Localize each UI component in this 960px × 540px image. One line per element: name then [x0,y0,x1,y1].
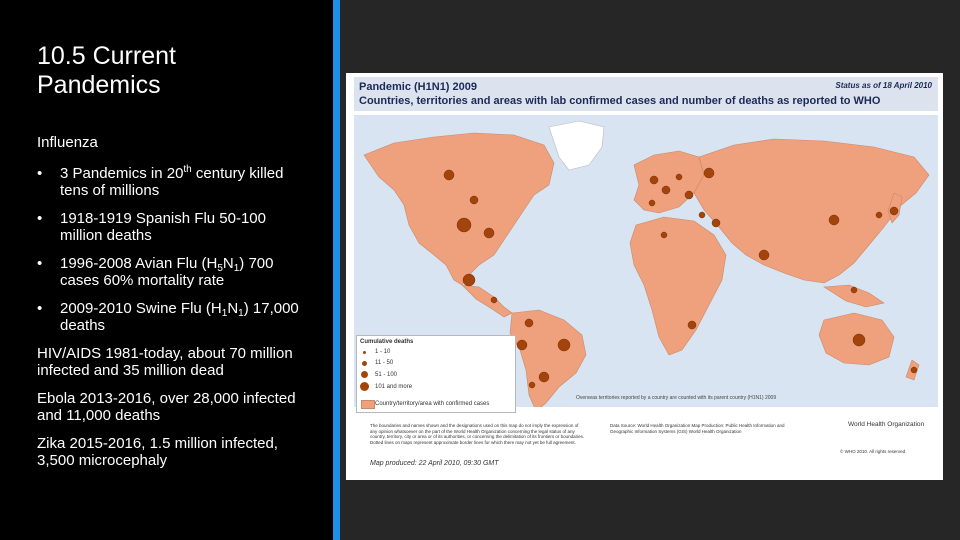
legend-dot-large [361,371,368,378]
bullet-item: • 3 Pandemics in 20th century killed tens of millions [37,164,284,199]
paragraph-zika: Zika 2015-2016, 1.5 million infected, 3,500 microcephaly [37,435,278,469]
marker-mexico [463,274,475,286]
marker-gulf [712,219,720,227]
marker-canada-east [470,196,478,204]
map-title-bar [354,77,938,111]
marker-russia-west [704,168,714,178]
marker-peru [517,340,527,350]
slide-title: 10.5 Current Pandemics [37,42,176,99]
paragraph-ebola: Ebola 2013-2016, over 28,000 infected and 11,000 deaths [37,390,296,424]
map-footer [370,421,930,477]
bullet-item: • 1996-2008 Avian Flu $(H_5N_1)$ 700 cases 60% mortality rate [37,255,274,289]
legend-item-4: 101 and more [375,384,413,390]
marker-uk [650,176,658,184]
bullet-glyph: • [37,210,43,227]
marker-china [829,215,839,225]
marker-japan [890,207,898,215]
map-status: Status as of 18 April 2010 [835,81,932,90]
legend-dot-medium [362,361,367,366]
marker-europe-north [676,174,682,180]
legend-item-3: 51 - 100 [375,372,398,378]
marker-brazil [558,339,570,351]
marker-colombia [525,319,533,327]
legend-item-2: 11 - 50 [375,360,394,366]
bullet-glyph: • [37,165,43,182]
map-title: Pandemic (H1N1) 2009 [359,81,477,93]
accent-divider [333,0,340,540]
marker-spain [649,200,655,206]
footer-disclaimer: The boundaries and names shown and the designations used on this map do not imply the expression of any opinion whatsoever on the part of the World Health Organization concerning the legal status of any country, territory, city or area or of its authorities, or concerning the delimitation of its frontiers or boundaries. Dotted lines on maps represent approximate border lines for which there may not yet be full agreement. [370,423,585,445]
legend-dot-small [363,351,366,354]
marker-indonesia [851,287,857,293]
slide-content [37,134,307,480]
legend-item-1: 1 - 10 [375,349,391,355]
bullet-list [37,165,307,334]
marker-europe-west [662,186,670,194]
marker-korea [876,212,882,218]
map-note: Overseas territories reported by a country are counted with its parent country (H1N1) 2009 [576,395,777,401]
who-copyright: © WHO 2010. All rights reserved [840,449,906,454]
marker-australia [853,334,865,346]
who-name: World Health Organization [848,421,925,428]
marker-usa-east [484,228,494,238]
text-panel [0,0,333,540]
footer-produced: Map produced: 22 April 2010, 09:30 GMT [370,460,499,467]
bullet-glyph: • [37,300,43,317]
marker-usa [457,218,471,232]
marker-chile [529,382,535,388]
footer-source: Data Source: World Health Organization Map Production: Public Health Information and Geographic Information Systems (GIS) World Health Organization [610,423,785,434]
marker-new-zealand [911,367,917,373]
marker-canada [444,170,454,180]
bullet-item: • 2009-2010 Swine Flu $(H_1N_1)$ 17,000 deaths [37,300,299,334]
legend-swatch [361,400,375,409]
section-heading: Influenza [37,134,98,151]
marker-south-africa [688,321,696,329]
map-legend [356,335,516,413]
legend-title: Cumulative deaths [360,339,414,345]
marker-argentina [539,372,549,382]
legend-dot-xlarge [360,382,369,391]
bullet-item: • 1918-1919 Spanish Flu 50-100 million deaths [37,210,266,244]
marker-middle-east [699,212,705,218]
who-map-figure [346,73,943,480]
bullet-glyph: • [37,255,43,272]
marker-north-africa [661,232,667,238]
paragraph-hiv: HIV/AIDS 1981-today, about 70 million infected and 35 million dead [37,345,293,379]
marker-central-america [491,297,497,303]
map-subtitle: Countries, territories and areas with lab confirmed cases and number of deaths as reported to WHO [359,95,881,107]
legend-swatch-label: Country/territory/area with confirmed cases [375,401,490,407]
marker-india [759,250,769,260]
marker-europe-east [685,191,693,199]
